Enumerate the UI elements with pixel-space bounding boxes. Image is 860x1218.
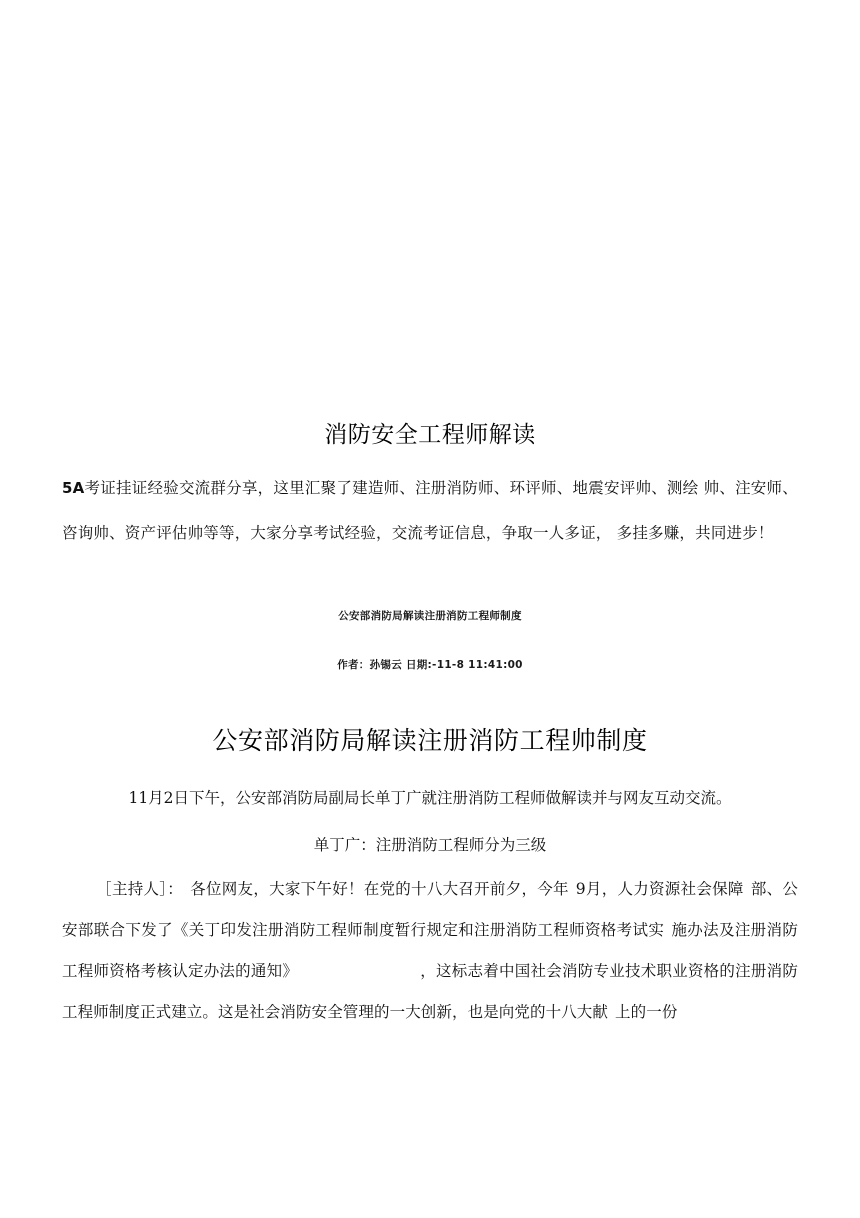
intro-body-text: 考证挂证经验交流群分享，这里汇聚了建造师、注册消防师、环评师、地震安评帅、测绘 帅、注安师、咨询帅、资产评估帅等等，大家分享考试经验，交流考证信息，争取一人多证， 多挂多赚，共同进步！ — [62, 479, 798, 542]
paragraph-text-3: 部、公安部联合下发了《关丁印发注册消防工程师制度暂行规定和注册消防工程师资格考试实 — [62, 880, 798, 939]
paragraph-text-4: 施办法及注册消防工程师资格考核认定办法的通知》 — [62, 921, 798, 980]
meta-block — [62, 608, 798, 672]
page-title: 消防安全工程师解读 — [324, 422, 536, 448]
intro-lead-text: 5A — [62, 479, 85, 497]
article-subheading: 单丁广：注册消防工程师分为三级 — [313, 836, 547, 854]
article-heading: 公安部消防局解读注册消防工程帅制度 — [212, 726, 648, 755]
document-body — [62, 418, 798, 1033]
paragraph-speaker-label: ［主持人］： — [96, 880, 184, 898]
article-paragraph — [62, 869, 798, 1033]
author-date-line: 作者：孙锡云 日期:-11-8 11:41:00 — [337, 659, 523, 671]
paragraph-text-2: 9月，人力资源社会保障 — [575, 880, 744, 898]
source-title: 公安部消防局解读注册消防工程师制度 — [338, 610, 522, 622]
article-lede: 11月2日下午，公安部消防局副局长单丁广就注册消防工程师做解读并与网友互动交流。 — [128, 789, 732, 807]
paragraph-text-1: 各位网友，大家下午好！在党的十八大召开前夕，今年 — [190, 880, 569, 898]
paragraph-text-5: ，这标志着中国社会消防专业技术职业资格的注册消防工程师制度正式建立。这是社会消防安全管理的一大创新，也是向党的十八大献 — [62, 962, 798, 1021]
paragraph-text-6: 上的一份 — [615, 1003, 678, 1021]
intro-paragraph — [62, 466, 798, 556]
